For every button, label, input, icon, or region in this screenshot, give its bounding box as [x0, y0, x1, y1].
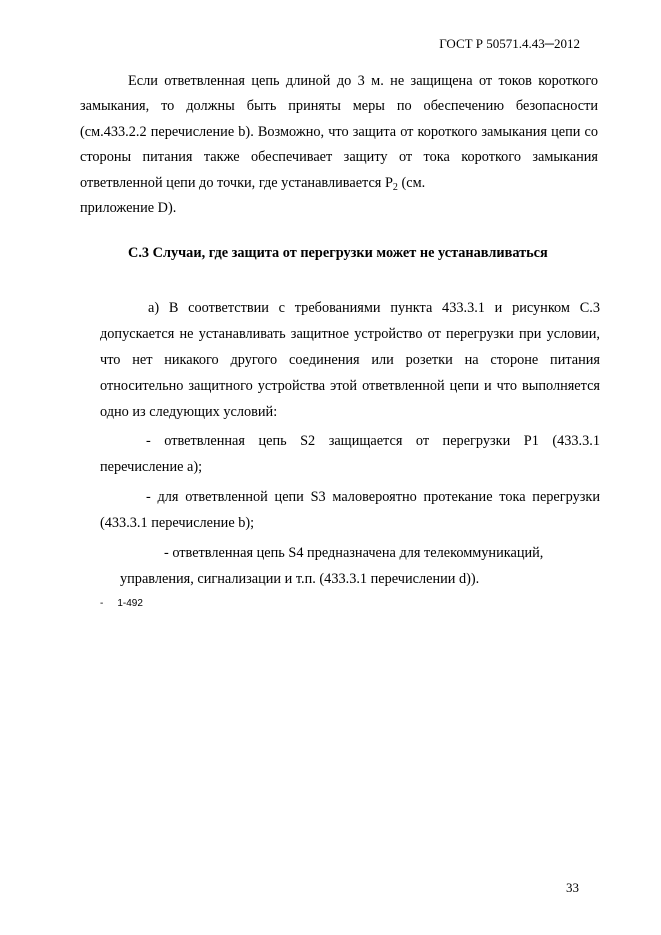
- footnote: [100, 598, 143, 609]
- list-item: - ответвленная цепь S2 защищается от перегрузки Р1 (433.3.1 перечисление а);: [100, 433, 600, 475]
- footnote-dash: -: [100, 598, 104, 609]
- page-number: 33: [566, 880, 579, 895]
- intro-paragraph: [80, 69, 598, 197]
- list-item: - ответвленная цепь S4 предназначена для телекоммуникаций, управления, сигнализации и т.п. (433.3.1 перечислении d)).: [120, 545, 544, 587]
- intro-subscript: 2: [392, 181, 398, 193]
- intro-text: Если ответвленная цепь длиной до 3 м. не защищена от токов короткого замыкания, то должны быть приняты меры по обеспечению безопасности (см.433.2.2 перечисление b). Возможно, что защита от короткого замыкания цепи со стороны питания также обеспечивает защиту от тока короткого замыкания ответвленной цепи до точки, где устанавливается Р: [80, 73, 598, 191]
- list-item: - для ответвленной цепи S3 маловероятно протекание тока перегрузки (433.3.1 перечисление b);: [100, 489, 600, 531]
- paragraph-a: а) В соответствии с требованиями пункта 433.3.1 и рисунком С.3 допускается не устанавливать защитное устройство от перегрузки при условии, что нет никакого другого соединения или розетки на стороне питания относительно защитного устройства этой ответвленной цепи и что выполняется одно из следующих условий:: [100, 300, 600, 420]
- footnote-text: 1-492: [117, 598, 143, 609]
- intro-paragraph-end: приложение D).: [80, 200, 177, 216]
- intro-text-tail: (см.: [397, 174, 426, 191]
- document-header: ГОСТ Р 50571.4.43─2012: [439, 36, 580, 51]
- section-heading: С.3 Случаи, где защита от перегрузки может не устанавливаться: [128, 245, 548, 261]
